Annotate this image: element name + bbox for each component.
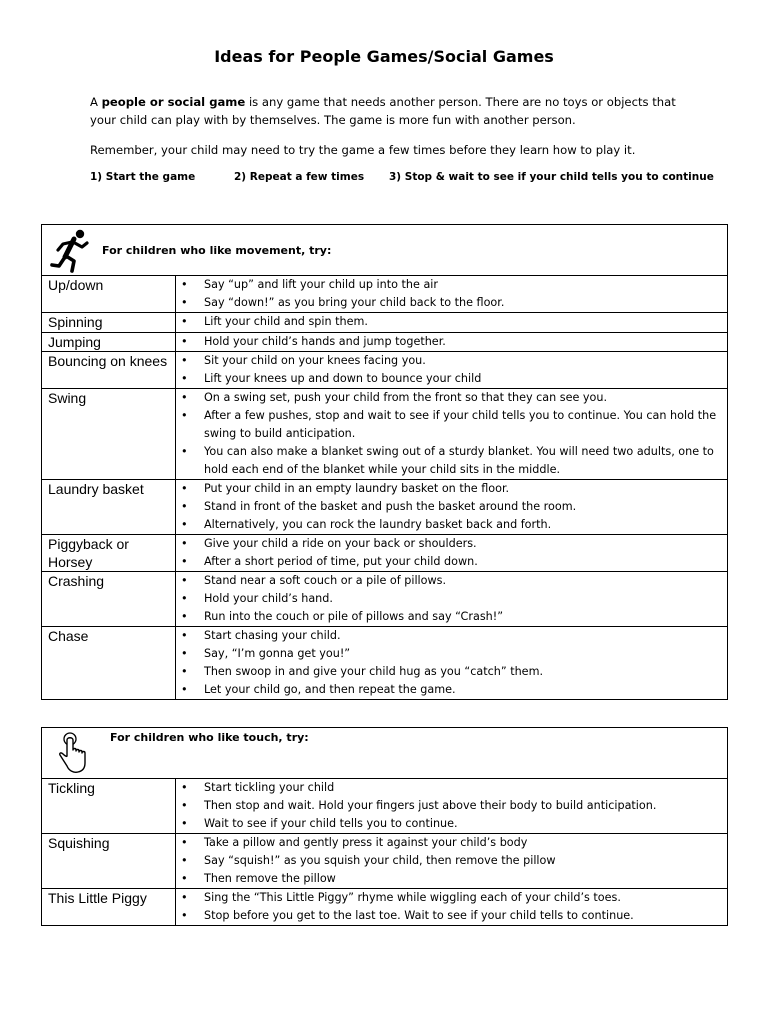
game-instructions-cell [176,572,728,627]
instruction-item: • On a swing set, push your child from the front so that they can see you. [204,389,727,407]
game-instructions-cell [176,535,728,572]
game-name-cell [42,389,176,480]
game-instructions-cell [176,276,728,313]
instruction-item: • After a short period of time, put your child down. [204,553,727,571]
game-name-cell [42,352,176,389]
game-instructions-cell [176,779,728,834]
game-instructions-cell [176,889,728,926]
game-row [42,480,728,535]
instruction-item: • Let your child go, and then repeat the game. [204,681,727,699]
instruction-list [176,535,727,571]
reminder-paragraph: Remember, your child may need to try the game a few times before they learn how to play it. [90,143,636,157]
movement-header-cell [42,225,728,276]
instruction-item: • Then swoop in and give your child hug as you “catch” them. [204,663,727,681]
instruction-list [176,313,727,331]
movement-header-row [42,225,728,276]
instruction-list [176,572,727,626]
game-name: Crashing [48,573,105,589]
game-instructions-cell [176,313,728,333]
game-row [42,313,728,333]
game-name: Spinning [48,314,103,330]
instruction-item: • Say “down!” as you bring your child back to the floor. [204,294,727,312]
instruction-item: • Then remove the pillow [204,870,727,888]
instruction-item: • Alternatively, you can rock the laundry basket back and forth. [204,516,727,534]
game-name: Swing [48,390,87,406]
instruction-item: • Take a pillow and gently press it against your child’s body [204,834,727,852]
instruction-item: • Say, “I’m gonna get you!” [204,645,727,663]
game-name: Squishing [48,835,110,851]
instruction-list [176,352,727,388]
game-name-cell [42,276,176,313]
instruction-list [176,779,727,833]
instruction-list [176,480,727,534]
game-row [42,834,728,889]
game-name-cell [42,627,176,700]
step-3: 3) Stop & wait to see if your child tells you to continue [389,171,714,183]
instruction-list [176,834,727,888]
game-row [42,535,728,572]
game-name: Jumping [48,333,101,350]
movement-heading: For children who like movement, try: [102,244,332,257]
instruction-item: • Say “squish!” as you squish your child, then remove the pillow [204,852,727,870]
game-name: Chase [48,628,89,644]
game-name-cell [42,535,176,572]
instruction-list [176,889,727,925]
intro-paragraph [90,93,690,129]
game-row [42,889,728,926]
game-row [42,389,728,480]
instruction-item: • Give your child a ride on your back or shoulders. [204,535,727,553]
instruction-list [176,627,727,699]
game-row [42,627,728,700]
instruction-item: • You can also make a blanket swing out of a sturdy blanket. You will need two adults, one to hold each end of the blanket while your child sits in the middle. [204,443,727,479]
game-name: Up/down [48,277,104,293]
game-row [42,352,728,389]
game-instructions-cell [176,627,728,700]
game-name-cell [42,572,176,627]
game-name-cell [42,889,176,926]
pointing-hand-icon [50,730,90,776]
movement-games-table [41,224,728,700]
step-2: 2) Repeat a few times [234,171,365,183]
intro-suffix: is any game that needs another person. There are no toys or objects that your child can play with by themselves. The game is more fun with another person. [90,95,676,127]
touch-heading: For children who like touch, try: [110,731,309,744]
running-person-icon [50,227,90,273]
game-name: Bouncing on knees [48,353,168,369]
instruction-item: • Sit your child on your knees facing you. [204,352,727,370]
instruction-item: • Then stop and wait. Hold your fingers just above their body to build anticipation. [204,797,727,815]
game-row [42,332,728,352]
game-name-cell [42,480,176,535]
instruction-item: • Put your child in an empty laundry basket on the floor. [204,480,727,498]
game-name-cell [42,779,176,834]
instruction-item: • Say “up” and lift your child up into the air [204,276,727,294]
game-name-cell [42,313,176,333]
instruction-item: • Lift your child and spin them. [204,313,727,331]
game-name: Piggyback or Horsey [48,536,129,570]
instruction-item: • Start tickling your child [204,779,727,797]
game-name: Laundry basket [48,481,144,497]
game-name-cell [42,834,176,889]
game-instructions-cell [176,352,728,389]
game-instructions-cell [176,834,728,889]
instruction-list [176,333,727,351]
touch-games-table [41,727,728,926]
instruction-item: • Run into the couch or pile of pillows and say “Crash!” [204,608,727,626]
instruction-list [176,389,727,479]
instruction-item: • Stop before you get to the last toe. Wait to see if your child tells to continue. [204,907,727,925]
page-title: Ideas for People Games/Social Games [214,47,554,66]
game-instructions-cell [176,332,728,352]
instruction-item: • Stand in front of the basket and push the basket around the room. [204,498,727,516]
steps-row [90,171,714,187]
game-instructions-cell [176,389,728,480]
game-name: Tickling [48,780,95,796]
instruction-item: • Wait to see if your child tells you to continue. [204,815,727,833]
game-row [42,572,728,627]
intro-bold-term: people or social game [101,95,246,109]
instruction-item: • Start chasing your child. [204,627,727,645]
instruction-item: • Sing the “This Little Piggy” rhyme while wiggling each of your child’s toes. [204,889,727,907]
instruction-item: • Lift your knees up and down to bounce your child [204,370,727,388]
game-instructions-cell [176,480,728,535]
intro-prefix: A [90,95,102,109]
instruction-item: • After a few pushes, stop and wait to see if your child tells you to continue. You can hold the swing to build anticipation. [204,407,727,443]
touch-header-cell [42,728,728,779]
game-name: This Little Piggy [48,890,147,906]
instruction-item: • Stand near a soft couch or a pile of pillows. [204,572,727,590]
instruction-list [176,276,727,312]
instruction-item: • Hold your child’s hands and jump together. [204,333,727,351]
instruction-item: • Hold your child’s hand. [204,590,727,608]
game-row [42,276,728,313]
step-1: 1) Start the game [90,171,196,183]
game-name-cell [42,332,176,352]
game-row [42,779,728,834]
touch-header-row [42,728,728,779]
